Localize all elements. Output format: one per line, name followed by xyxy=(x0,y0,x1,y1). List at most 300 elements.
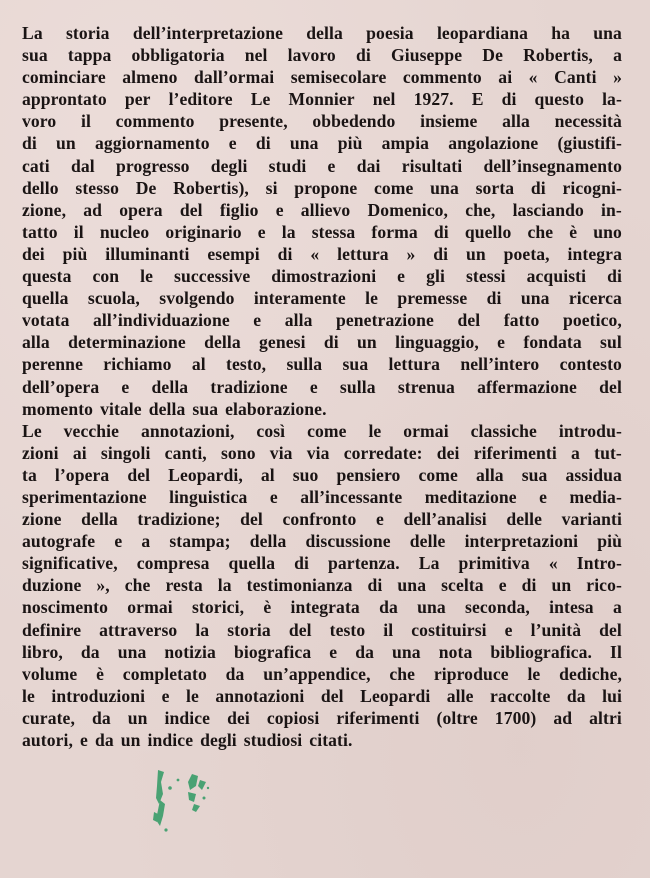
word: insieme xyxy=(420,111,478,132)
word: di xyxy=(355,45,371,66)
word: integrata xyxy=(290,597,360,618)
text-line xyxy=(22,442,622,464)
word: le xyxy=(185,685,199,706)
word: di xyxy=(22,133,37,154)
word: di xyxy=(367,575,383,596)
word: via xyxy=(306,442,330,463)
word: La xyxy=(22,23,43,43)
word: riferimenti xyxy=(336,707,420,728)
word: l’editore xyxy=(168,89,233,110)
word: di xyxy=(607,266,622,287)
word: e xyxy=(161,685,170,706)
text-line xyxy=(22,530,622,552)
word: per xyxy=(124,89,151,110)
word: l’unità xyxy=(530,619,582,640)
word: obbligatoria xyxy=(131,45,225,66)
word: alla xyxy=(22,332,50,353)
word: forma xyxy=(371,221,418,242)
word: dei xyxy=(22,243,45,264)
word: rico- xyxy=(586,575,622,596)
word: delle xyxy=(506,509,543,530)
text-line xyxy=(22,221,622,243)
word: il xyxy=(80,111,91,132)
word: una xyxy=(430,177,459,198)
word: completato xyxy=(122,663,207,684)
word: (oltre xyxy=(436,707,478,728)
word: citati. xyxy=(309,730,353,750)
word: semisecolare xyxy=(290,67,387,88)
word: Le xyxy=(22,420,42,441)
word: delle xyxy=(409,531,446,552)
word: dei xyxy=(227,707,250,728)
word: e xyxy=(327,155,336,176)
word: le xyxy=(365,288,379,309)
word: alla xyxy=(284,310,313,331)
word: sulla xyxy=(339,376,376,397)
word: tradizione; xyxy=(137,509,221,530)
word: un’appendice, xyxy=(263,663,371,684)
word: varianti xyxy=(561,509,622,530)
word: la xyxy=(195,619,210,640)
word: opera xyxy=(119,199,163,220)
word: da xyxy=(91,707,111,728)
word: tappa xyxy=(67,45,112,66)
word: indice xyxy=(147,730,194,750)
word: cominciare xyxy=(22,67,106,88)
word: una xyxy=(593,23,622,43)
word: sorta xyxy=(475,177,515,198)
word: ricogni- xyxy=(562,177,622,198)
word: del xyxy=(288,619,312,640)
word: sono xyxy=(220,442,256,463)
word: come xyxy=(373,177,414,198)
text-line xyxy=(22,353,622,375)
word: bibliografica. xyxy=(490,641,592,662)
word: « xyxy=(528,67,538,88)
word: Robertis), xyxy=(173,177,249,198)
word: della xyxy=(306,23,343,43)
word: integra xyxy=(567,243,622,264)
word: sperimentazione xyxy=(22,486,147,507)
word: corredate: xyxy=(343,442,423,463)
word: momento xyxy=(22,398,94,419)
word: questa xyxy=(22,266,72,287)
text-line xyxy=(22,110,622,132)
word: poeta, xyxy=(503,243,550,264)
word: ha xyxy=(551,23,571,43)
word: una xyxy=(397,575,427,596)
word: da xyxy=(355,641,374,662)
text-line xyxy=(22,420,622,442)
word: interpretazioni xyxy=(464,531,579,552)
text-line xyxy=(22,619,622,641)
word: 1700) xyxy=(494,707,537,728)
word: le xyxy=(368,420,382,441)
word: De xyxy=(135,177,157,198)
word: determinazione xyxy=(68,332,186,353)
word: e xyxy=(269,486,278,507)
word: riproduce xyxy=(433,663,509,684)
word: dai xyxy=(356,155,381,176)
word: degli xyxy=(200,730,237,750)
word: così xyxy=(256,420,286,441)
word: una xyxy=(117,641,147,662)
word: che, xyxy=(465,199,496,220)
word: e xyxy=(257,221,266,242)
word: risultati xyxy=(401,155,463,176)
word: penetrazione xyxy=(336,310,434,331)
word: ta xyxy=(22,464,37,485)
word: il xyxy=(383,619,394,640)
word: di xyxy=(255,133,271,154)
word: e xyxy=(309,376,318,397)
word: acquisti xyxy=(526,266,587,287)
word: degli xyxy=(210,155,248,176)
text-line xyxy=(22,177,622,199)
word: originario xyxy=(165,221,242,242)
word: tradizione xyxy=(210,376,288,397)
word: al xyxy=(260,464,275,485)
word: Le xyxy=(250,89,271,110)
word: scelta xyxy=(441,575,484,596)
word: 1927. xyxy=(413,89,454,110)
word: nota xyxy=(438,641,473,662)
word: di xyxy=(530,177,546,198)
word: un xyxy=(120,730,141,750)
word: all’individuazione xyxy=(93,310,230,331)
word: esempi xyxy=(207,243,260,264)
word: zioni xyxy=(22,442,59,463)
word: Intro- xyxy=(576,553,622,574)
word: come xyxy=(418,464,458,485)
word: attraverso xyxy=(99,619,178,640)
word: della xyxy=(151,376,189,397)
word: raccolte xyxy=(490,685,551,706)
word: fondata xyxy=(523,332,582,353)
word: aggiornamento xyxy=(94,133,210,154)
word: angolazione xyxy=(448,133,539,154)
word: alla xyxy=(475,464,504,485)
word: quella xyxy=(22,288,69,309)
ink-stain xyxy=(148,768,228,838)
word: intesa xyxy=(549,597,594,618)
word: del xyxy=(599,619,622,640)
word: autografe xyxy=(22,531,96,552)
word: contesto xyxy=(559,354,622,375)
word: riferimenti xyxy=(473,442,557,463)
word: e xyxy=(539,486,548,507)
text-line xyxy=(22,707,622,729)
word: noscimento xyxy=(22,597,109,618)
word: dell’insegnamento xyxy=(483,155,622,176)
word: poesia xyxy=(366,23,414,43)
word: e xyxy=(114,531,123,552)
word: ricerca xyxy=(568,288,622,309)
word: ai xyxy=(498,67,513,88)
text-line xyxy=(22,508,622,530)
word: Canti xyxy=(554,67,597,88)
word: che xyxy=(527,221,554,242)
word: » xyxy=(406,243,416,264)
word: nell’intero xyxy=(460,354,540,375)
word: come xyxy=(307,420,347,441)
word: e xyxy=(329,641,338,662)
word: significative, xyxy=(22,553,118,574)
text-line xyxy=(22,596,622,618)
word: vecchie xyxy=(63,420,120,441)
word: curate, xyxy=(22,707,75,728)
word: fatto xyxy=(503,310,540,331)
word: il xyxy=(73,221,84,242)
word: resta xyxy=(165,575,203,596)
word: confronto xyxy=(282,509,357,530)
word: di xyxy=(433,243,449,264)
text-line xyxy=(22,729,622,751)
word: al xyxy=(191,354,206,375)
word: del xyxy=(127,464,151,485)
word: partenza. xyxy=(328,553,400,574)
word: nel xyxy=(372,89,396,110)
word: della xyxy=(148,398,186,419)
word: che xyxy=(124,575,151,596)
word: svolgendo xyxy=(159,288,235,309)
word: storia xyxy=(227,619,271,640)
word: ampia xyxy=(381,133,430,154)
word: singoli xyxy=(100,442,151,463)
word: è xyxy=(263,597,272,618)
word: di xyxy=(486,288,502,309)
word: di xyxy=(277,243,293,264)
word: testimonianza xyxy=(246,575,353,596)
word: del xyxy=(240,509,263,530)
text-line xyxy=(22,132,622,154)
word: una xyxy=(289,133,319,154)
word: le xyxy=(22,685,35,706)
text-line xyxy=(22,574,622,596)
word: Il xyxy=(610,641,622,662)
word: Robertis, xyxy=(523,45,593,66)
word: della xyxy=(204,332,241,353)
word: primitiva xyxy=(458,553,530,574)
word: e xyxy=(397,266,406,287)
word: del xyxy=(320,685,344,706)
text-line xyxy=(22,331,622,353)
word: e xyxy=(497,332,506,353)
word: Leopardi xyxy=(360,685,431,706)
word: introduzioni xyxy=(51,685,146,706)
word: a xyxy=(571,442,580,463)
word: propone xyxy=(294,177,358,198)
word: definire xyxy=(22,619,82,640)
word: meditazione xyxy=(424,486,517,507)
word: testo, xyxy=(226,354,267,375)
word: del xyxy=(599,376,622,397)
word: lui xyxy=(602,685,622,706)
word: stessa xyxy=(311,221,356,242)
word: più xyxy=(62,243,88,264)
word: discussione xyxy=(305,531,391,552)
word: commento xyxy=(402,67,482,88)
word: da xyxy=(80,641,100,662)
word: indice xyxy=(164,707,211,728)
word: assidua xyxy=(565,464,622,485)
word: alla xyxy=(502,111,530,132)
word: e xyxy=(121,376,130,397)
word: premesse xyxy=(397,288,468,309)
word: cati xyxy=(22,155,50,176)
word: Domenico, xyxy=(367,199,449,220)
word: zione xyxy=(22,509,62,530)
word: necessità xyxy=(554,111,622,132)
text-line xyxy=(22,685,622,707)
word: una xyxy=(417,597,446,618)
word: interamente xyxy=(253,288,346,309)
word: commento xyxy=(115,111,195,132)
word: perenne xyxy=(22,354,83,375)
word: e xyxy=(275,199,284,220)
word: pensiero xyxy=(336,464,401,485)
word: da xyxy=(225,663,245,684)
word: e xyxy=(253,310,262,331)
word: sul xyxy=(600,332,622,353)
word: di xyxy=(323,332,339,353)
word: è xyxy=(569,221,578,242)
word: ormai xyxy=(127,597,173,618)
word: De xyxy=(482,45,503,66)
word: la xyxy=(281,221,296,242)
word: affermazione xyxy=(477,376,577,397)
word: dimostrazioni xyxy=(271,266,377,287)
word: nucleo xyxy=(99,221,150,242)
word: approntato xyxy=(22,89,107,110)
word: a xyxy=(612,597,622,618)
word: sulla xyxy=(286,354,323,375)
word: tatto xyxy=(22,221,58,242)
word: sua xyxy=(192,398,219,419)
word: media- xyxy=(569,486,622,507)
word: tut- xyxy=(594,442,622,463)
word: l’opera xyxy=(54,464,110,485)
word: all’incessante xyxy=(300,486,403,507)
text-line xyxy=(22,66,622,88)
word: quella xyxy=(228,553,276,574)
word: E xyxy=(471,89,484,110)
word: gli xyxy=(426,266,445,287)
word: linguaggio, xyxy=(395,332,479,353)
word: dall’ormai xyxy=(194,67,275,88)
word: altri xyxy=(589,707,622,728)
text-line xyxy=(22,88,622,110)
word: », xyxy=(96,575,110,596)
word: presente, xyxy=(219,111,288,132)
word: biografica xyxy=(233,641,312,662)
word: si xyxy=(265,177,278,198)
text-line xyxy=(22,22,622,44)
word: uno xyxy=(593,221,622,242)
word: di xyxy=(433,221,449,242)
word: quello xyxy=(464,221,512,242)
word: » xyxy=(613,67,622,88)
word: dell’analisi xyxy=(403,509,487,530)
word: leopardiana xyxy=(436,23,528,43)
word: della xyxy=(249,531,287,552)
word: lettura xyxy=(388,354,441,375)
word: La xyxy=(418,553,440,574)
word: suo xyxy=(292,464,319,485)
word: di xyxy=(521,575,537,596)
text-line xyxy=(22,641,622,663)
word: dell’interpretazione xyxy=(132,23,284,43)
word: votata xyxy=(22,310,70,331)
word: una xyxy=(520,288,550,309)
text-line xyxy=(22,398,622,420)
word: dei xyxy=(436,442,460,463)
word: stessi xyxy=(465,266,506,287)
word: più xyxy=(597,531,622,552)
word: studiosi xyxy=(243,730,303,750)
word: zione, xyxy=(22,199,67,220)
word: un xyxy=(56,133,76,154)
word: ad xyxy=(83,199,103,220)
word: ad xyxy=(553,707,573,728)
word: « xyxy=(548,553,558,574)
word: classiche xyxy=(470,420,537,441)
word: ai xyxy=(72,442,87,463)
word: a xyxy=(613,45,622,66)
word: vitale xyxy=(100,398,142,419)
word: genesi xyxy=(259,332,306,353)
word: allievo xyxy=(300,199,351,220)
word: le xyxy=(140,266,154,287)
word: volume xyxy=(22,663,78,684)
word: e xyxy=(498,575,507,596)
word: stesso xyxy=(75,177,119,198)
word: alle xyxy=(446,685,474,706)
word: notizia xyxy=(164,641,216,662)
word: annotazioni, xyxy=(140,420,235,441)
word: copiosi xyxy=(266,707,320,728)
word: richiamo xyxy=(103,354,172,375)
word: annotazioni xyxy=(215,685,305,706)
word: le xyxy=(527,663,541,684)
word: studi xyxy=(268,155,307,176)
word: nel xyxy=(244,45,268,66)
word: costituirsi xyxy=(411,619,487,640)
word: Monnier xyxy=(288,89,355,110)
text-line xyxy=(22,309,622,331)
blurb-text xyxy=(22,22,622,751)
word: scuola, xyxy=(87,288,140,309)
word: dello xyxy=(22,177,59,198)
text-line xyxy=(22,44,622,66)
word: dediche, xyxy=(559,663,622,684)
word: da xyxy=(566,685,586,706)
word: storici, xyxy=(191,597,245,618)
word: sua xyxy=(342,354,369,375)
text-line xyxy=(22,663,622,685)
word: successive xyxy=(174,266,251,287)
word: un xyxy=(466,243,486,264)
word: sua xyxy=(521,464,548,485)
word: del xyxy=(457,310,481,331)
word: dal xyxy=(70,155,95,176)
word: è xyxy=(96,663,105,684)
word: seconda, xyxy=(465,597,530,618)
word: (giustifi- xyxy=(557,133,622,154)
word: ormai xyxy=(403,420,449,441)
word: di xyxy=(501,89,517,110)
word: « xyxy=(310,243,320,264)
